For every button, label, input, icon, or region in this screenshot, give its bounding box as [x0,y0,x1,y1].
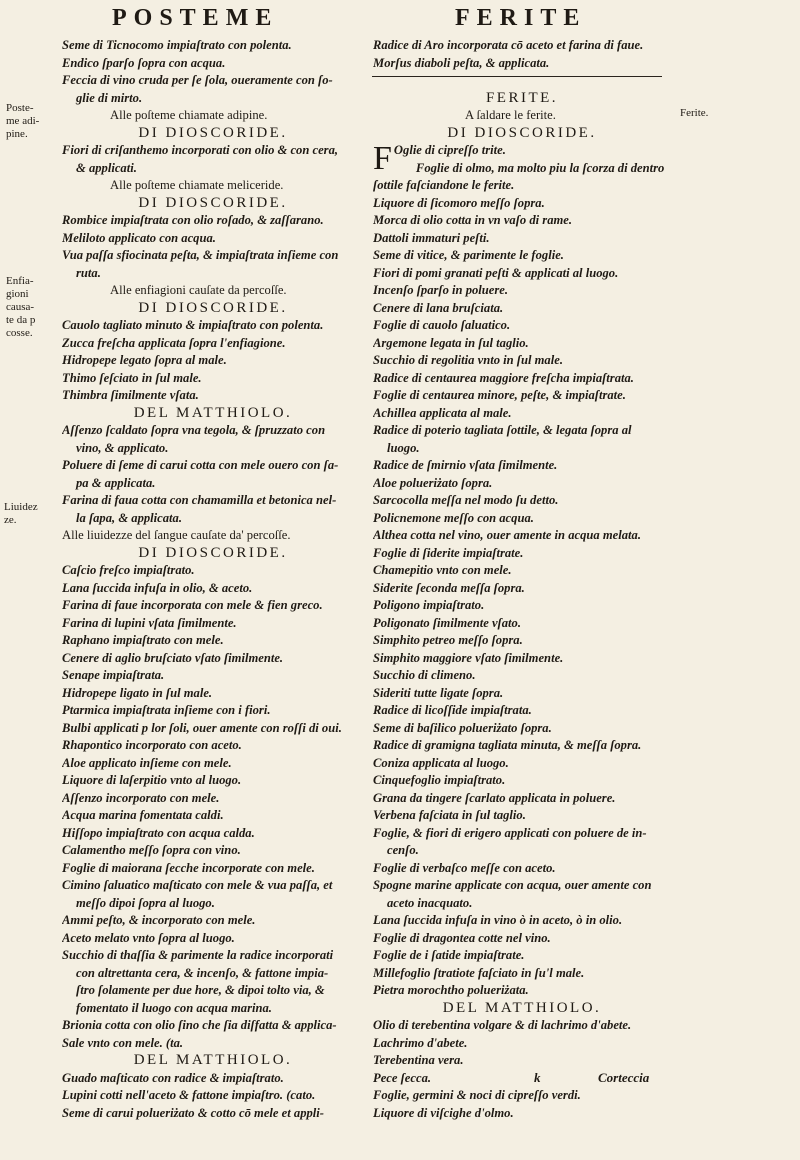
section-heading: DI DIOSCORIDE. [138,124,288,141]
remedy-line: Seme di vitice, & parimente le foglie. [373,248,564,262]
left-text-column [62,37,364,1122]
remedy-line: aceto inacquato. [387,895,473,910]
remedy-line: Feccia di vino cruda per ſe ſola, oueramente con ſo- [62,73,333,87]
remedy-line: Seme di baſilico polueriżato ſopra. [373,720,552,735]
remedy-line: Farina di lupini vſata ſimilmente. [62,615,237,630]
remedy-line: Rombice impiaſtrata con olio roſado, & zaſſarano. [62,213,324,227]
remedy-line: Foglie di verbaſco meſſe con aceto. [373,860,556,875]
remedy-line: Bulbi applicati p lor ſoli, ouer amente con roſſi di oui. [62,720,342,735]
margin-note-ferite: Ferite. [680,107,709,119]
remedy-line: Olio di terebentina volgare & di lachrimo d'abete. [373,1018,632,1032]
remedy-line: Aloe applicato inſieme con mele. [62,755,232,770]
margin-note-liuidezze: Liuidez ze. [4,501,38,526]
section-heading: DI DIOSCORIDE. [138,194,288,211]
remedy-line: Farina di faua cotta con chamamilla et betonica nel- [62,493,337,507]
remedy-line: Simphito petreo meſſo ſopra. [373,633,523,647]
remedy-line: Sideriti tutte ligate ſopra. [373,685,504,700]
remedy-line: Terebentina vera. [373,1053,464,1067]
remedy-line: Aceto melato vnto ſopra al luogo. [62,930,235,945]
remedy-line: Poligonato ſimilmente vſato. [373,615,521,630]
remedy-line: Meliloto applicato con acqua. [62,230,216,245]
remedy-line: Seme di carui polueriżato & cotto cō mele et appli- [62,1105,324,1120]
remedy-line: vino, & applicato. [76,440,169,455]
remedy-line: Lana ſuccida infuſa in olio, & aceto. [62,580,253,595]
remedy-line: ruta. [76,265,101,280]
remedy-line: & applicati. [76,160,137,175]
remedy-line: Zucca freſcha applicata ſopra l'enfiagione. [62,335,286,350]
remedy-line: Succhio di thaſſia & parimente la radice incorporati [62,948,334,962]
remedy-line: Radice de ſmirnio vſata ſimilmente. [373,458,558,472]
remedy-line: Foglie, germini & noci di cipreſſo verdi. [373,1088,581,1102]
remedy-line: Sale vnto con mele. (ta. [62,1035,184,1050]
remedy-line: Foglie di maiorana ſecche incorporate con mele. [62,860,315,875]
remedy-line: Foglie de i ſatide impiaſtrate. [373,948,525,962]
running-header-right: FERITE [455,5,587,31]
section-heading: DEL MATTHIOLO. [133,404,293,421]
remedy-line: Succhio di regolitia vnto in ſul male. [373,353,563,367]
remedy-line: Calamentho meſſo ſopra con vino. [62,843,241,857]
remedy-line: Fiori di pomi granati peſti & applicati al luogo. [373,265,619,280]
remedy-line: Brionia cotta con olio ſino che ſia diſfatta & applica- [62,1018,337,1032]
remedy-line: Caſcio freſco impiaſtrato. [62,563,195,577]
remedy-line: Morſus diaboli peſta, & applicata. [373,55,550,70]
remedy-line: Succhio di climeno. [373,668,476,682]
remedy-line: Siderite ſeconda meſſa ſopra. [373,580,525,595]
remedy-line: Dattoli immaturi peſti. [373,230,490,245]
remedy-line: Liquore di ſicomoro meſſo ſopra. [373,195,545,210]
remedy-line: Coniza applicata al luogo. [373,755,509,770]
remedy-line: Liquore di viſcighe d'olmo. [373,1105,514,1120]
remedy-line: Foglie di centaurea minore, peſte, & impiaſtrate. [373,388,626,402]
remedy-line: Vua paſſa sfiocinata peſta, & impiaſtrata inſieme con [62,248,339,262]
remedy-line: Radice di centaurea maggiore freſcha impiaſtrata. [373,370,634,385]
remedy-line: meſſo dipoi ſopra al luogo. [76,895,215,910]
section-heading: DI DIOSCORIDE. [447,124,597,141]
remedy-line: Hidropepe legato ſopra al male. [62,353,227,367]
remedy-line: Lana ſuccida infuſa in vino ò in aceto, ò in olio. [373,913,623,927]
remedy-line: Radice di Aro incorporata cō aceto et farina di faue. [373,38,644,52]
signature-mark: k [534,1070,541,1085]
remedy-line: Chamepitio vnto con mele. [373,563,512,577]
remedy-line: Cenere di lana bruſciata. [373,300,504,315]
subsection-title: Alle poſteme chiamate meliceride. [110,178,284,192]
remedy-line: Cauolo tagliato minuto & impiaſtrato con polenta. [62,318,324,332]
remedy-line: Grana da tingere ſcarlato applicata in poluere. [373,790,616,805]
remedy-line: Guado maſticato con radice & impiaſtrato. [62,1070,284,1085]
remedy-line: Spogne marine applicate con acqua, ouer amente con [373,878,652,892]
remedy-line: glie di mirto. [76,90,143,105]
section-heading: DEL MATTHIOLO. [133,1052,293,1068]
remedy-line: Poligono impiaſtrato. [373,598,485,612]
remedy-line: pa & applicata. [76,475,156,490]
remedy-line: Foglie di cauolo ſaluatico. [373,318,511,332]
remedy-line: Radice di gramigna tagliata minuta, & meſſa ſopra. [373,738,642,752]
remedy-line: Seme di Ticnocomo impiaſtrato con polenta. [62,38,292,52]
remedy-line: Farina di faue incorporata con mele & fien greco. [62,598,323,612]
remedy-line: Radice di licoſſide impiaſtrata. [373,703,532,717]
remedy-line: Lupini cotti nell'aceto & fattone impiaſtro. (cato. [62,1088,316,1102]
section-heading: DI DIOSCORIDE. [138,544,288,561]
remedy-line: Verbena faſciata in ſul taglio. [373,808,526,822]
drop-cap-initial: F [373,140,392,177]
remedy-line: Cinquefoglio impiaſtrato. [373,773,506,787]
remedy-line: Foglie di olmo, ma molto piu la ſcorza di dentro [415,160,665,175]
remedy-line: Millefoglio ſtratiote faſciato in ſu'l male. [373,965,585,980]
margin-note-enfiagioni: Enfia- gioni causa- te da p cosse. [6,275,36,339]
margin-note-posteme: Poste- me adi- pine. [6,102,40,140]
remedy-line: la ſapa, & applicata. [76,510,182,525]
section-heading: DI DIOSCORIDE. [138,299,288,316]
remedy-line: Liquore di laſerpitio vnto al luogo. [62,773,242,787]
right-text-column [373,37,671,1122]
remedy-line: Thimo ſeſciato in ſul male. [62,370,202,385]
section-heading: DEL MATTHIOLO. [442,999,602,1016]
remedy-line: ſottile faſciandone le ferite. [373,178,515,192]
remedy-line: Foglie di dragontea cotte nel vino. [373,930,551,945]
remedy-line: Morca di olio cotta in vn vaſo di rame. [373,213,573,227]
remedy-line: Policnemone meſſo con acqua. [373,510,534,525]
remedy-line: Fiori di criſanthemo incorporati con olio & con cera, [62,143,339,157]
remedy-line: Althea cotta nel vino, ouer amente in acqua melata. [373,528,641,542]
subsection-title: Alle liuidezze del ſangue cauſate da' percoſſe. [62,528,291,542]
remedy-line: Cenere di aglio bruſciato vſato ſimilmente. [62,650,284,665]
remedy-line: Aſſenzo ſcaldato ſopra vna tegola, & ſpruzzato con [62,423,326,437]
remedy-line: Incenſo ſparſo in poluere. [373,283,509,297]
remedy-line: Pietra morochtho polueriżata. [373,983,529,997]
section-heading: FERITE. [485,89,559,106]
remedy-line: Simphito maggiore vſato ſimilmente. [373,650,564,665]
blank-line [373,72,671,90]
remedy-line: Thimbra ſimilmente vſata. [62,388,199,402]
subsection-title: A ſaldare le ferite. [465,108,556,122]
subsection-title: Alle enfiagioni cauſate da percoſſe. [110,283,287,297]
remedy-line: Rhapontico incorporato con aceto. [62,738,242,752]
remedy-line: Radice di poterio tagliata ſottile, & legata ſopra al [373,423,632,437]
remedy-line: con altrettanta cera, & incenſo, & fattone impia- [76,965,329,980]
remedy-line: Cimino ſaluatico maſticato con mele & vua paſſa, et [62,878,333,892]
remedy-line: Hiſſopo impiaſtrato con acqua calda. [62,825,255,840]
remedy-line: Achillea applicata al male. [373,405,512,420]
remedy-line: Raphano impiaſtrato con mele. [62,633,224,647]
remedy-line: cenſo. [387,843,419,857]
remedy-line: Poluere di ſeme di carui cotta con mele ouero con ſa- [62,458,339,472]
catchword: Corteccia [598,1070,650,1085]
remedy-line: Senape impiaſtrata. [62,668,165,682]
remedy-line: Ammi peſto, & incorporato con mele. [62,913,256,927]
remedy-line: Foglie, & fiori di erigero applicati con poluere de in- [373,825,647,840]
remedy-line: Sarcocolla meſſa nel modo ſu detto. [373,493,559,507]
remedy-line: Argemone legata in ſul taglio. [373,335,529,350]
remedy-line: Pece ſecca. [373,1070,432,1085]
remedy-line: luogo. [387,440,420,455]
subsection-title: Alle poſteme chiamate adipine. [110,108,268,122]
remedy-line: Hidropepe ligato in ſul male. [62,685,213,700]
remedy-line: Endico ſparſo ſopra con acqua. [62,55,226,70]
running-header-left: POSTEME [112,5,279,31]
remedy-line: Foglie di ſiderite impiaſtrate. [373,545,524,560]
remedy-line: Aſſenzo incorporato con mele. [62,790,220,805]
remedy-line: Aloe polueriżato ſopra. [373,475,493,490]
remedy-line: fomentato il luogo con acqua marina. [76,1000,272,1015]
remedy-line: Ptarmica impiaſtrata inſieme con i fiori. [62,703,271,717]
remedy-line: ſtro ſolamente per due hore, & dipoi tolto via, & [76,983,325,997]
remedy-text: Oglie di cipreſſo trite. [393,143,506,157]
remedy-line: Acqua marina fomentata caldi. [62,808,224,822]
remedy-line: Lachrimo d'abete. [373,1035,468,1050]
